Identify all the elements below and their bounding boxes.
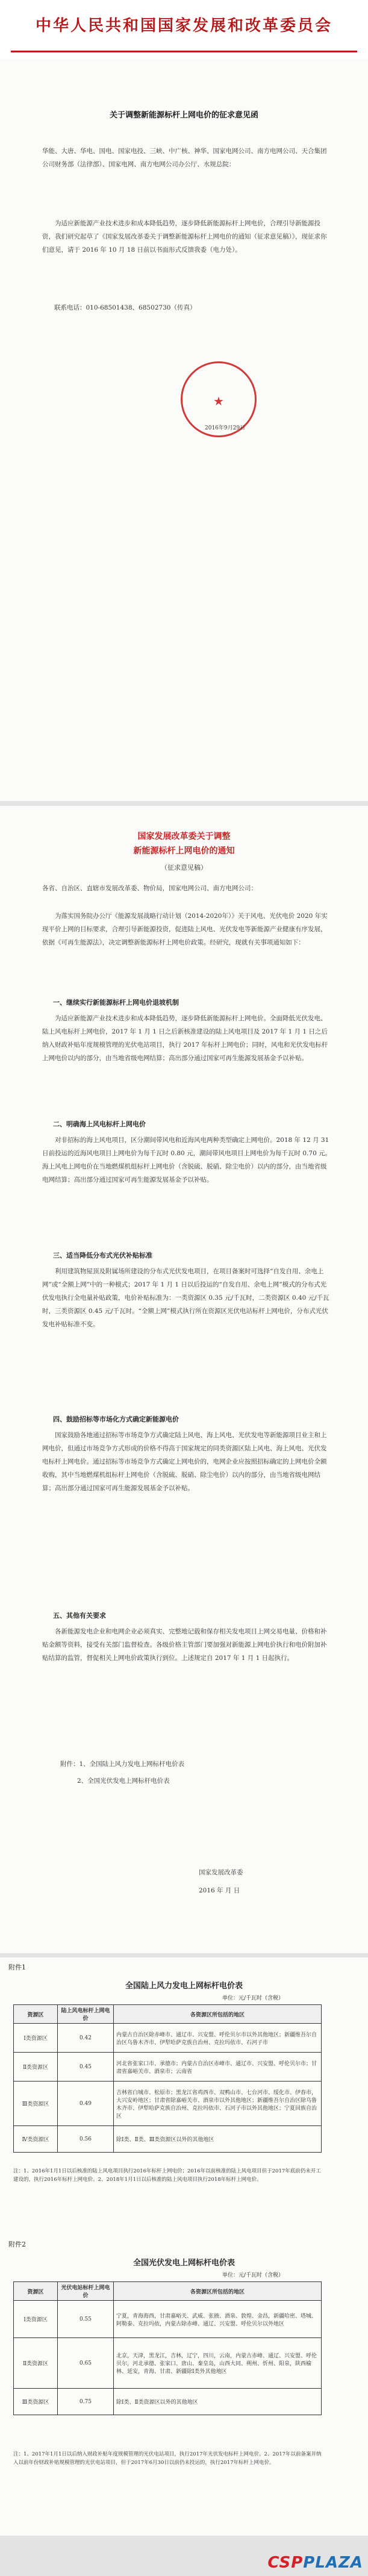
section-4-heading: 四、鼓励招标等市场化方式确定新能源电价 — [53, 1415, 179, 1423]
table-row — [14, 2301, 322, 2338]
table-cell: 0.45 — [58, 2053, 114, 2082]
section-5-heading: 五、其他有关要求 — [53, 1612, 106, 1620]
table2-header: 各资源区所包括的地区 — [114, 2282, 322, 2301]
notice-signer: 国家发展改革委 — [199, 1869, 243, 1876]
table2-header: 光伏电站标杆上网电价 — [58, 2282, 114, 2301]
letter-body: 为适应新能源产业技术进步和成本降低趋势，逐步降低新能源标杆上网电价，合理引导新能源投资，我们研究起草了《国家发展改革委关于调整新能源标杆上网电价的通知（征求意见稿）》，现征求你们意见，请于 2016 年 10 月 18 日前以书面形式反馈我委（电力处）。 — [42, 220, 327, 254]
red-rule — [11, 51, 357, 52]
section-4-text: 国家鼓励各地通过招标等市场竞争方式确定陆上风电、海上风电、光伏发电等新能源项目业主和上网电价，但通过市场竞争方式形成的价格不得高于国家规定的同类资源区陆上风电、海上风电、光伏发电标杆上网电价。通过招标等市场竞争方式确定上网电价的，电网企业应按照招标确定的上网电价全额收购，其中当地燃煤机组标杆上网电价（含脱硫、脱硝、除尘电价）以内的部分，由当地省级电网结算；高出部分通过国家可再生能源发展基金予以补贴。 — [42, 1432, 327, 1492]
table1-unit: 单位：元/千瓦时（含税） — [222, 1995, 284, 2001]
notice-title-1: 国家发展改革委关于调整 — [137, 832, 231, 841]
table-cell: Ⅳ类资源区 — [14, 2126, 58, 2153]
table-cell: 河北省张家口市、承德市；内蒙古自治区赤峰市、通辽市、兴安盟、呼伦贝尔市；甘肃省嘉峪关市、酒泉市；云南省 — [114, 2053, 322, 2082]
section-3-text: 利用建筑物屋顶及附属场所建设的分布式光伏发电项目，在项目备案时可选择“自发自用、余电上网”或“全额上网”中的一种模式；2017 年 1 月 1 日以后投运的“自发自用、余电上网”模式的分布式光伏发电执行全电量补贴政策，电价补贴标准为：一类资源区 0.35 元/千瓦时，二类资源区 0.40 元/千瓦时，三类资源区 0.45 元/千瓦时。“全额上网”模式执行所在资源区光伏电站标杆上网电价，分布式光伏发电补贴标准不变。 — [42, 1268, 329, 1328]
table2-unit: 单位：元/千瓦时（含税） — [222, 2272, 284, 2278]
seal-star-icon: ★ — [213, 393, 224, 408]
notice-page — [0, 806, 368, 1953]
table-cell: 除Ⅰ类、Ⅱ类、Ⅲ类资源区以外的其他地区 — [114, 2126, 322, 2153]
logo-part-plaza: PLAZA — [303, 2554, 363, 2572]
table-cell: Ⅰ类资源区 — [14, 2024, 58, 2053]
notice-title-2: 新能源标杆上网电价的通知 — [133, 846, 235, 856]
table-cell: 0.75 — [58, 2389, 114, 2415]
table-cell: 0.56 — [58, 2126, 114, 2153]
letter-page — [0, 0, 368, 801]
table-cell: 北京，天津，黑龙江，吉林，辽宁，四川，云南，内蒙古赤峰、通辽、兴安盟、呼伦贝尔，河北承德、张家口、唐山、秦皇岛，山西大同、朔州、忻州、阳泉，陕西榆林、延安，青海、甘肃、新疆除Ⅰ类外其他地区 — [114, 2338, 322, 2389]
table2-header-row — [14, 2282, 322, 2301]
table1-header: 陆上风电标杆上网电价 — [58, 2005, 114, 2024]
table2-title: 全国光伏发电上网标杆电价表 — [133, 2259, 235, 2268]
notice-draft-label: （征求意见稿） — [161, 864, 207, 872]
table-row — [14, 2024, 322, 2053]
table-row — [14, 2126, 322, 2153]
table-cell: 0.49 — [58, 2082, 114, 2126]
letter-contact: 联系电话：010-68501438、68502730（传真） — [54, 304, 196, 311]
agency-name: 中华人民共和国国家发展和改革委员会 — [35, 17, 332, 35]
logo-part-csp: CSP — [267, 2554, 304, 2572]
table1-note: 注：1、2016年1月1日以后核准的陆上风电项目执行2016年标杆上网电价；2016年以前核准的陆上风电项目但于2017年底前仍未开工建设的，执行2016年标杆上网电价。2、2018年1月1日以后核准的陆上风电项目执行2018年标杆上网电价。 — [13, 2168, 321, 2183]
table-cell: 内蒙古自治区除赤峰市、通辽市、兴安盟、呼伦贝尔市以外其他地区；新疆维吾尔自治区乌鲁木齐市、伊犁哈萨克族自治州、克拉玛依市、石河子市 — [114, 2024, 322, 2053]
table2 — [13, 2281, 322, 2415]
section-3-heading: 三、适当降低分布式光伏补贴标准 — [53, 1252, 152, 1259]
attachment-line-1: 附件：1、全国陆上风力发电上网标杆电价表 — [60, 1760, 185, 1768]
table-cell: Ⅰ类资源区 — [14, 2301, 58, 2338]
section-1-heading: 一、继续实行新能源标杆上网电价退坡机制 — [53, 999, 179, 1006]
letterhead — [0, 0, 368, 59]
tables-page — [0, 1957, 368, 2536]
table1-header: 资源区 — [14, 2005, 58, 2024]
section-1-text: 为适应新能源产业技术进步和成本降低趋势，逐步降低新能源标杆上网电价。全面降低光伏发电、陆上风电标杆上网电价，2017 年 1 月 1 日之后新核准建设的陆上风电项目及 2017 年 1 月 1 日之后纳入财政补贴年度规模管理的光伏电站项目，执行 2017 年标杆上网电价；同时，风电和光伏发电标杆上网电价以内的部分，由当地省级电网结算；高出部分通过国家可再生能源发展基金予以补贴。 — [42, 1015, 328, 1062]
table-row — [14, 2389, 322, 2415]
table-row — [14, 2338, 322, 2389]
table-cell: 0.55 — [58, 2301, 114, 2338]
section-5-text: 各新能源发电企业和电网企业必须真实、完整地记载和保存相关发电项目上网交易电量、价格和补贴金额等资料，接受有关部门监督检查。各级价格主管部门要加强对新能源上网电价执行和电价附加补贴结算的监管，督促相关上网电价政策执行到位。上述规定自 2017 年 1 月 1 日起执行。 — [42, 1628, 327, 1662]
section-2-text: 对非招标的海上风电项目，区分潮间带风电和近海风电两种类型确定上网电价。2018 年 12 月 31 日前投运的近海风电项目上网电价为每千瓦时 0.80 元，潮间带风电项目上网电价为每千瓦时 0.70 元。海上风电上网电价在当地燃煤机组标杆上网电价（含脱硫、脱硝、除尘电价）以内的部分，由当地省级电网结算；高出部分通过国家可再生能源发展基金予以补贴。 — [42, 1137, 332, 1184]
table-row — [14, 2053, 322, 2082]
notice-intro: 为落实国务院办公厅《能源发展战略行动计划（2014-2020年）》关于风电、光伏电价 2020 年实现平价上网的目标要求，合理引导新能源投资，促进陆上风电、光伏发电等新能源产业健康有序发展，依据《可再生能源法》，决定调整新能源标杆上网电价政策。经研究，现就有关事项通知如下： — [42, 912, 328, 946]
table1-label: 附件1 — [8, 1963, 26, 1971]
section-2-heading: 二、明确海上风电标杆上网电价 — [53, 1120, 146, 1128]
notice-date: 2016 年 月 日 — [199, 1887, 240, 1894]
table-cell: Ⅱ类资源区 — [14, 2338, 58, 2389]
letter-recipients: 华能、大唐、华电、国电、国家电投、三峡、中广核、神华、国家电网公司、南方电网公司、天合集团公司财务部（法律部）、国家电网、南方电网公司办公厅、水规总院： — [42, 148, 327, 168]
table1-title: 全国陆上风力发电上网标杆电价表 — [125, 1982, 243, 1991]
table-cell: 0.42 — [58, 2024, 114, 2053]
table-cell: 0.65 — [58, 2338, 114, 2389]
table-row — [14, 2082, 322, 2126]
letter-title: 关于调整新能源标杆上网电价的征求意见函 — [109, 111, 258, 120]
table-cell: Ⅲ类资源区 — [14, 2082, 58, 2126]
table1-header: 各资源区所包括的地区 — [114, 2005, 322, 2024]
csp-plaza-logo — [267, 2554, 363, 2572]
table2-header: 资源区 — [14, 2282, 58, 2301]
table-cell: 宁夏，青海海西，甘肃嘉峪关、武威、张掖、酒泉、敦煌、金昌，新疆哈密、塔城、阿勒泰、克拉玛依，内蒙古除赤峰、通辽、兴安盟、呼伦贝尔以外地区 — [114, 2301, 322, 2338]
table1-header-row — [14, 2005, 322, 2024]
table-cell: Ⅱ类资源区 — [14, 2053, 58, 2082]
table2-note: 注：1、2017年1月1日以后纳入财政补贴年度规模管理的光伏电站项目，执行2017年光伏发电标杆上网电价。2、2017年以前备案并纳入以前年份财政补贴规模管理的光伏电站项目，但于2017年6月30日以前仍未投运的，执行2017年标杆上网电价。 — [13, 2451, 322, 2466]
table2-label: 附件2 — [8, 2241, 26, 2248]
notice-recipients: 各省、自治区、直辖市发展改革委、物价局，国家电网公司、南方电网公司： — [42, 885, 257, 892]
attachment-line-2: 2、全国光伏发电上网标杆电价表 — [77, 1777, 170, 1785]
letter-date: 2016年9月29日 — [205, 425, 246, 431]
table-cell: 吉林省白城市、松原市；黑龙江省鸡西市、双鸭山市、七台河市、绥化市、伊春市，大兴安岭地区；甘肃省除嘉峪关市、酒泉市以外其他地区；新疆维吾尔自治区除乌鲁木齐市、伊犁哈萨克族自治州、克拉玛依市、石河子市以外其他地区；宁夏回族自治区 — [114, 2082, 322, 2126]
table-cell: Ⅲ类资源区 — [14, 2389, 58, 2415]
table1 — [13, 2004, 322, 2153]
table-cell: 除Ⅰ类、Ⅱ类资源区以外的其他地区 — [114, 2389, 322, 2415]
